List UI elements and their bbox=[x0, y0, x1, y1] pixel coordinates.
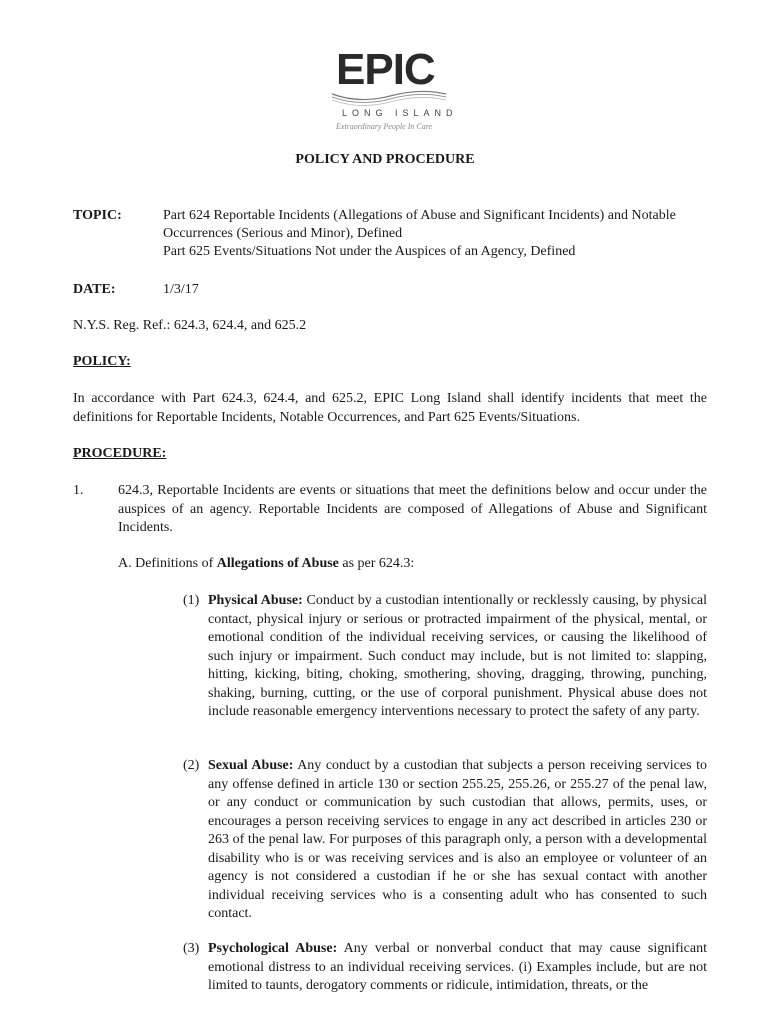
subsection-a-term: Allegations of Abuse bbox=[216, 556, 339, 571]
procedure-heading: PROCEDURE: bbox=[73, 446, 167, 461]
subsection-a-suffix: as per 624.3: bbox=[338, 556, 415, 571]
policy-heading: POLICY: bbox=[73, 354, 131, 369]
definition-1-text: Conduct by a custodian intentionally or recklessly causing, by physical contact, physical injury or serious or protracted impairment of the physical, mental, or emotional condition of the individual receiving services, or causing the likelihood of such injury or impairment. Such conduct may include, but is not limited to: slapping, hitting, kicking, biting, choking, smothering, shoving, dragging, throwing, punching, shaking, burning, cutting, or the use of corporal punishment. Physical abuse does not include reasonable emergency interventions necessary to protect the safety of any party. bbox=[208, 593, 708, 719]
topic-line-1: Part 624 Reportable Incidents (Allegations of Abuse and Significant Incidents) and Notable bbox=[163, 208, 676, 223]
definition-3-term: Psychological Abuse: bbox=[208, 941, 338, 956]
topic-line-3: Part 625 Events/Situations Not under the Auspices of an Agency, Defined bbox=[163, 244, 576, 259]
reg-reference: N.Y.S. Reg. Ref.: 624.3, 624.4, and 625.2 bbox=[73, 318, 307, 333]
policy-text: In accordance with Part 624.3, 624.4, and 625.2, EPIC Long Island shall identify incidents that meet the definitions for Reportable Incidents, Notable Occurrences, and Part 625 Events/Situations. bbox=[73, 391, 707, 425]
topic-line-2: Occurrences (Serious and Minor), Defined bbox=[163, 226, 403, 241]
definition-2-term: Sexual Abuse: bbox=[208, 758, 294, 773]
definition-3-number: (3) bbox=[183, 941, 200, 956]
date-value: 1/3/17 bbox=[163, 282, 199, 297]
topic-label: TOPIC: bbox=[73, 208, 122, 223]
logo-subtitle: LONG ISLAND bbox=[342, 108, 458, 118]
logo-word: EPIC bbox=[336, 45, 435, 94]
logo-tagline: Extraordinary People In Care bbox=[336, 122, 433, 131]
definition-2-number: (2) bbox=[183, 758, 200, 773]
epic-logo bbox=[330, 45, 458, 131]
page-title: POLICY AND PROCEDURE bbox=[295, 152, 475, 167]
logo-swoosh-icon bbox=[330, 88, 448, 106]
definition-3 bbox=[208, 940, 707, 996]
definition-1-term: Physical Abuse: bbox=[208, 593, 303, 608]
definition-2 bbox=[208, 757, 707, 924]
date-label: DATE: bbox=[73, 282, 116, 297]
definition-1 bbox=[208, 592, 707, 722]
definition-1-number: (1) bbox=[183, 593, 200, 608]
subsection-a-prefix: A. Definitions of bbox=[118, 556, 217, 571]
item-1-number: 1. bbox=[73, 483, 84, 498]
item-1-text: 624.3, Reportable Incidents are events or situations that meet the definitions below and occur under the auspices of an agency. Reportable Incidents are composed of Allegations of Abuse and Significant Incidents. bbox=[118, 483, 707, 535]
definition-2-text: Any conduct by a custodian that subjects a person receiving services to any offense defined in article 130 or section 255.25, 255.26, or 255.27 of the penal law, or any conduct or communication by such custodian that allows, permits, uses, or encourages a person receiving services to engage in any act described in articles 230 or 263 of the penal law. For purposes of this paragraph only, a person with a developmental disability who is or was receiving services and is also an employee or volunteer of an agency is not considered a custodian if he or she has sexual contact with another individual receiving services who is a consenting adult who has consented to such contact. bbox=[208, 758, 707, 921]
definition-3-text: Any verbal or nonverbal conduct that may cause significant emotional distress to an individual receiving services. (i) Examples include, but are not limited to taunts, derogatory comments or ridicule, intimidation, threats, or the bbox=[208, 941, 707, 993]
subsection-a bbox=[118, 555, 414, 574]
